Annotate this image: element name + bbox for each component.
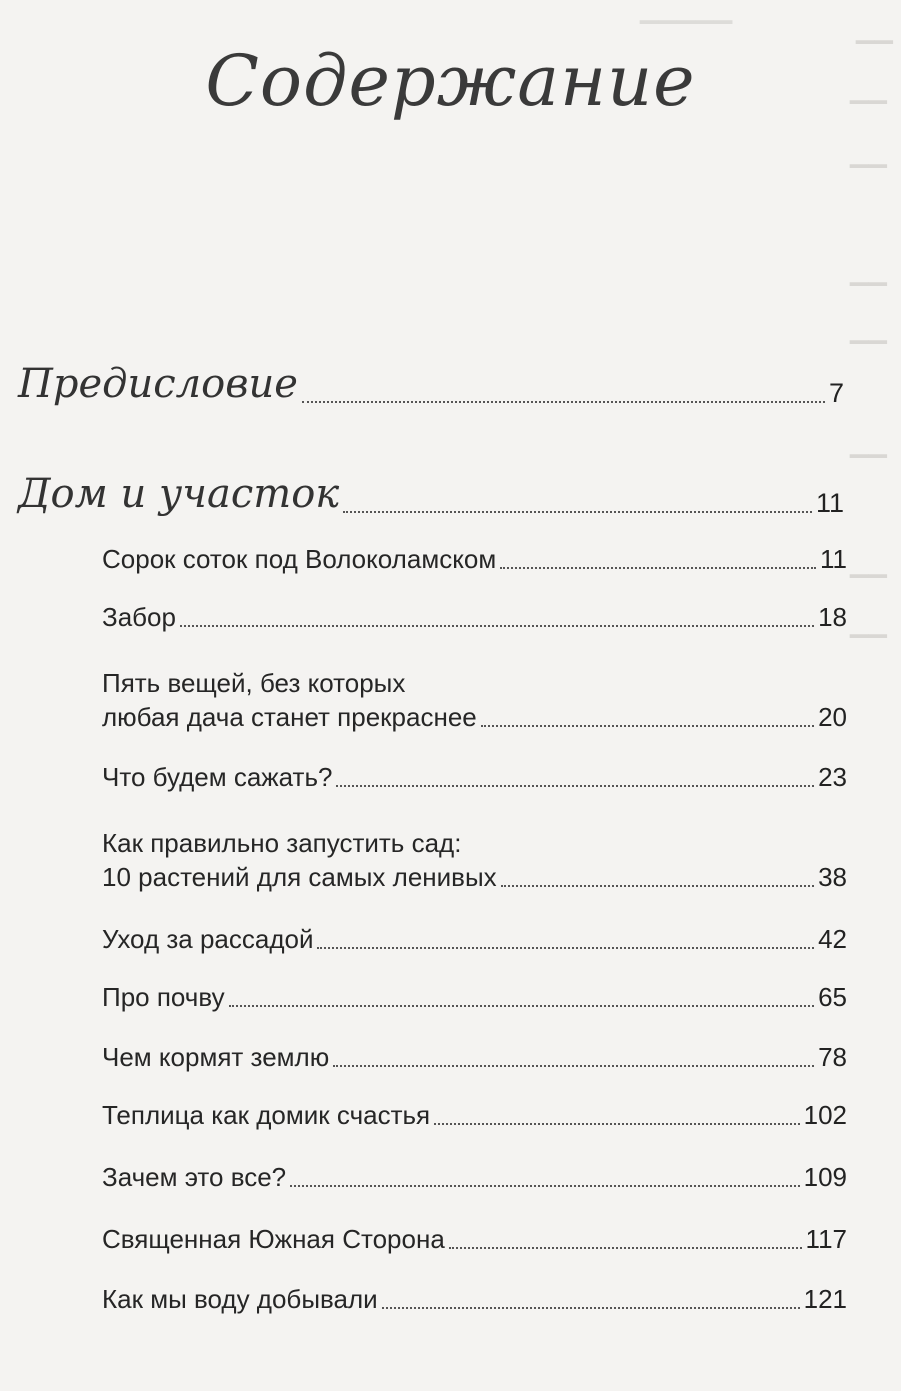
bleed-through-text: ▁▁ bbox=[850, 317, 887, 344]
item-label: Уход за рассадой bbox=[102, 924, 314, 954]
page-number: 38 bbox=[818, 862, 847, 892]
toc-item bbox=[102, 1040, 847, 1074]
page-number: 18 bbox=[818, 602, 847, 632]
item-label: Забор bbox=[102, 602, 176, 632]
page-number: 42 bbox=[818, 924, 847, 954]
item-label: Зачем это все? bbox=[102, 1162, 287, 1192]
item-label: Что будем сажать? bbox=[102, 762, 333, 792]
bleed-through-text: ▁▁ bbox=[850, 141, 887, 168]
section-label: Дом и участок bbox=[18, 471, 340, 517]
toc-item bbox=[102, 922, 847, 956]
page-number: 11 bbox=[820, 544, 847, 574]
toc-section-house bbox=[18, 460, 844, 520]
dot-leader bbox=[382, 1307, 800, 1309]
section-label: Предисловие bbox=[18, 361, 298, 407]
page-number: 23 bbox=[818, 762, 847, 792]
toc-item bbox=[102, 1222, 847, 1256]
item-label: Сорок соток под Волоколамском bbox=[102, 544, 497, 574]
page-number: 78 bbox=[818, 1042, 847, 1072]
toc-item bbox=[102, 542, 847, 576]
dot-leader bbox=[336, 785, 814, 787]
page-title: Содержание bbox=[205, 40, 696, 122]
item-label: Про почву bbox=[102, 982, 225, 1012]
dot-leader bbox=[290, 1185, 799, 1187]
bleed-through-text: ▁▁ bbox=[850, 259, 887, 286]
dot-leader bbox=[343, 511, 812, 513]
dot-leader bbox=[180, 625, 814, 627]
item-label-line1: Пять вещей, без которых bbox=[102, 668, 406, 698]
toc-item bbox=[102, 980, 847, 1014]
item-label: Теплица как домик счастья bbox=[102, 1100, 431, 1130]
toc-section-preface bbox=[18, 350, 844, 410]
dot-leader bbox=[434, 1123, 799, 1125]
page-number: 20 bbox=[818, 702, 847, 732]
toc-item-last-line bbox=[102, 700, 847, 734]
item-label: Чем кормят землю bbox=[102, 1042, 330, 1072]
page-number: 102 bbox=[803, 1100, 847, 1130]
dot-leader bbox=[317, 947, 814, 949]
toc-item bbox=[102, 600, 847, 634]
dot-leader bbox=[302, 401, 825, 403]
dot-leader bbox=[500, 567, 816, 569]
bleed-through-text: ▁▁ bbox=[850, 431, 887, 458]
page-number: 11 bbox=[815, 488, 844, 518]
item-label: любая дача станет прекраснее bbox=[102, 702, 477, 732]
toc-item bbox=[102, 1160, 847, 1194]
dot-leader bbox=[481, 725, 814, 727]
item-label-line1: Как правильно запустить сад: bbox=[102, 828, 462, 858]
bleed-through-text: ▁▁▁▁▁ bbox=[640, 0, 733, 24]
bleed-through-text: ▁▁ bbox=[850, 611, 887, 638]
dot-leader bbox=[229, 1005, 814, 1007]
item-label: Как мы воду добывали bbox=[102, 1284, 378, 1314]
page-number: 7 bbox=[828, 378, 844, 408]
bleed-through-text: ▁▁ bbox=[856, 17, 893, 44]
item-label: 10 растений для самых ленивых bbox=[102, 862, 497, 892]
page-number: 109 bbox=[803, 1162, 847, 1192]
item-label: Священная Южная Сторона bbox=[102, 1224, 445, 1254]
page-number: 65 bbox=[818, 982, 847, 1012]
page-number: 121 bbox=[803, 1284, 847, 1314]
bleed-through-text: ▁▁ bbox=[850, 77, 887, 104]
dot-leader bbox=[333, 1065, 814, 1067]
page-number: 117 bbox=[805, 1224, 847, 1254]
toc-item-last-line bbox=[102, 860, 847, 894]
toc-item bbox=[102, 760, 847, 794]
bleed-through-text: ▁▁ bbox=[850, 551, 887, 578]
toc-item bbox=[102, 1282, 847, 1316]
dot-leader bbox=[449, 1247, 802, 1249]
toc-item bbox=[102, 1098, 847, 1132]
dot-leader bbox=[501, 885, 814, 887]
